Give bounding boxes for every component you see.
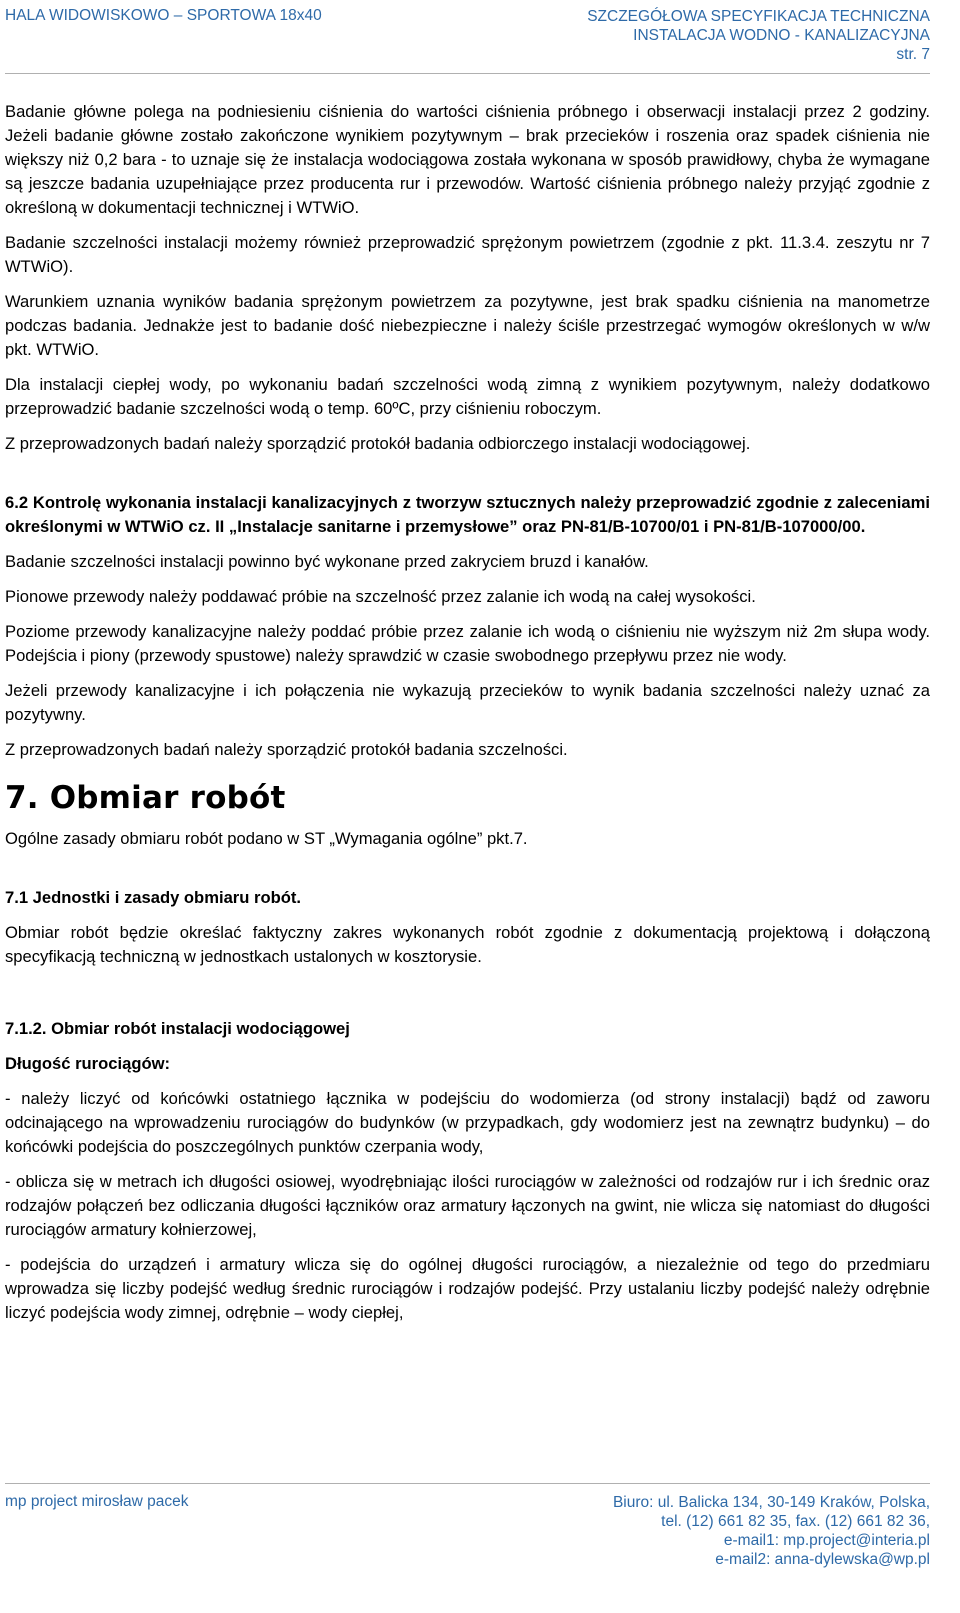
footer-email2: e-mail2: anna-dylewska@wp.pl xyxy=(715,1551,930,1568)
paragraph: Warunkiem uznania wyników badania sprężonym powietrzem za pozytywne, jest brak spadku ciśnienia na manometrze podczas badania. Jednakże jest to badanie dość niebezpieczne i należy ściśle przestrzegać wymogów określonych w w/w pkt. WTWiO. xyxy=(5,292,930,359)
list-item: - należy liczyć od końcówki ostatniego łącznika w podejściu do wodomierza (od strony instalacji) bądź od zaworu odcinającego na wprowadzeniu rurociągów do budynków (w przypadkach, gdy wodomierz jest na zewnątrz budynku) – do końcówki podejścia do poszczególnych punktów czerpania wody, xyxy=(5,1089,930,1156)
header-project-title: HALA WIDOWISKOWO – SPORTOWA 18x40 xyxy=(5,7,322,24)
header-divider xyxy=(5,73,930,74)
section-heading-7: 7. Obmiar robót xyxy=(5,780,286,816)
header-spec-block xyxy=(587,7,930,64)
paragraph: Jeżeli przewody kanalizacyjne i ich połączenia nie wykazują przecieków to wynik badania szczelności należy uznać za pozytywny. xyxy=(5,681,930,724)
paragraph: Obmiar robót będzie określać faktyczny zakres wykonanych robót zgodnie z dokumentacją projektową i dołączoną specyfikacją techniczną w jednostkach ustalonych w kosztorysie. xyxy=(5,923,930,966)
footer-email1: e-mail1: mp.project@interia.pl xyxy=(723,1532,930,1549)
paragraph: Badanie główne polega na podniesieniu ciśnienia do wartości ciśnienia próbnego i obserwacji instalacji przez 2 godziny. Jeżeli badanie główne zostało zakończone wynikiem pozytywnym – brak przecieków i roszenia oraz spadek ciśnienia nie większy niż 0,2 bara - to uznaje się że instalacja wodociągowa została wykonana w sposób prawidłowy, chyba że wymagane są jeszcze badania uzupełniające przez producenta rur i przewodów. Wartość ciśnienia próbnego należy przyjąć zgodnie z określoną w dokumentacji technicznej i WTWiO. xyxy=(5,102,930,217)
section-heading-6-2: 6.2 Kontrolę wykonania instalacji kanalizacyjnych z tworzyw sztucznych należy przeprowadzić zgodnie z zaleceniami określonymi w WTWiO cz. II „Instalacje sanitarne i przemysłowe” oraz PN-81/B-10700/01 i PN-81/B-107000/00. xyxy=(5,493,930,536)
footer-divider xyxy=(5,1483,930,1484)
section-heading-7-1-2: 7.1.2. Obmiar robót instalacji wodociągowej xyxy=(5,1019,350,1038)
page-number: str. 7 xyxy=(896,46,930,63)
footer-address: Biuro: ul. Balicka 134, 30-149 Kraków, Polska, xyxy=(612,1494,930,1511)
footer-phone: tel. (12) 661 82 35, fax. (12) 661 82 36, xyxy=(661,1513,930,1530)
header-spec-subtitle: INSTALACJA WODNO - KANALIZACYJNA xyxy=(633,27,930,44)
list-item: - podejścia do urządzeń i armatury wlicza się do ogólnej długości rurociągów, a niezależnie od tego do przedmiaru wprowadza się liczby podejść według średnic rurociągów i rodzajów podejść. Przy ustalaniu liczby podejść należy odrębnie liczyć podejścia wody zimnej, odrębnie – wody ciepłej, xyxy=(5,1255,930,1322)
list-item: - oblicza się w metrach ich długości osiowej, wyodrębniając ilości rurociągów w zależności od rodzajów rur i ich średnic oraz rodzajów połączeń bez odliczania długości łączników oraz armatury łączonych na gwint, nie wlicza się natomiast do długości rurociągów armatury kołnierzowej, xyxy=(5,1172,930,1239)
section-heading-7-1: 7.1 Jednostki i zasady obmiaru robót. xyxy=(5,888,301,907)
document-body xyxy=(5,100,930,1336)
footer-company: mp project mirosław pacek xyxy=(5,1493,189,1510)
footer-contact xyxy=(613,1493,930,1569)
paragraph: Pionowe przewody należy poddawać próbie na szczelność przez zalanie ich wodą na całej wysokości. xyxy=(5,587,756,606)
paragraph: Ogólne zasady obmiaru robót podano w ST „Wymagania ogólne” pkt.7. xyxy=(5,829,528,848)
paragraph: Badanie szczelności instalacji powinno być wykonane przed zakryciem bruzd i kanałów. xyxy=(5,552,649,571)
paragraph: Z przeprowadzonych badań należy sporządzić protokół badania szczelności. xyxy=(5,740,568,759)
paragraph: Badanie szczelności instalacji możemy również przeprowadzić sprężonym powietrzem (zgodnie z pkt. 11.3.4. zeszytu nr 7 WTWiO). xyxy=(5,233,930,276)
paragraph: Z przeprowadzonych badań należy sporządzić protokół badania odbiorczego instalacji wodociągowej. xyxy=(5,434,751,453)
subheading-dlugosc: Długość rurociągów: xyxy=(5,1054,171,1073)
paragraph: Poziome przewody kanalizacyjne należy poddać próbie przez zalanie ich wodą o ciśnieniu nie wyższym niż 2m słupa wody. Podejścia i piony (przewody spustowe) należy sprawdzić w czasie swobodnego przepływu przez nie wody. xyxy=(5,622,930,665)
header-spec-title: SZCZEGÓŁOWA SPECYFIKACJA TECHNICZNA xyxy=(587,8,930,25)
paragraph: Dla instalacji ciepłej wody, po wykonaniu badań szczelności wodą zimną z wynikiem pozytywnym, należy dodatkowo przeprowadzić badanie szczelności wodą o temp. 60ºC, przy ciśnieniu roboczym. xyxy=(5,375,930,418)
